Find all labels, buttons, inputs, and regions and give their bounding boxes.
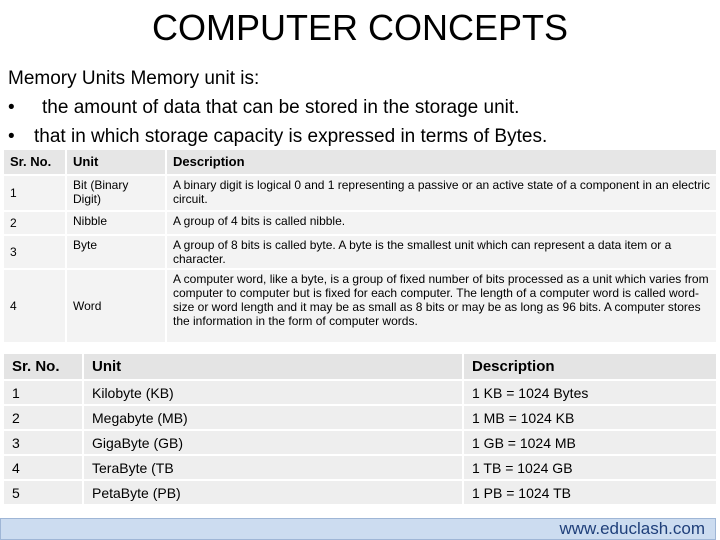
table-row: [3, 175, 717, 211]
header-unit: Unit: [66, 149, 166, 175]
table-row: [3, 380, 717, 405]
cell-sr: 4: [3, 455, 83, 480]
cell-sr: 4: [3, 269, 66, 343]
footer-bar: [0, 518, 716, 540]
table-row: [3, 211, 717, 235]
cell-description: 1 TB = 1024 GB: [463, 455, 717, 480]
table-row: [3, 235, 717, 269]
cell-description: 1 PB = 1024 TB: [463, 480, 717, 505]
cell-unit: Word: [66, 269, 166, 343]
table-row: [3, 455, 717, 480]
cell-unit: Nibble: [66, 211, 166, 235]
table-row: [3, 430, 717, 455]
intro-section: [8, 64, 547, 151]
cell-sr: 2: [3, 405, 83, 430]
cell-description: 1 KB = 1024 Bytes: [463, 380, 717, 405]
header-unit: Unit: [83, 353, 463, 380]
table-header-row: [3, 353, 717, 380]
table-row: [3, 269, 717, 343]
bullet-item: [8, 93, 547, 122]
header-sr-no: Sr. No.: [3, 353, 83, 380]
table-row: [3, 480, 717, 505]
cell-description: A binary digit is logical 0 and 1 representing a passive or an active state of a component in an electric circuit.: [166, 175, 717, 211]
cell-sr: 3: [3, 235, 66, 269]
cell-sr: 1: [3, 175, 66, 211]
footer-url: www.educlash.com: [559, 519, 705, 538]
cell-description: 1 MB = 1024 KB: [463, 405, 717, 430]
table-header-row: [3, 149, 717, 175]
cell-unit: Bit (Binary Digit): [66, 175, 166, 211]
cell-description: A computer word, like a byte, is a group of fixed number of bits processed as a unit which varies from computer to computer but is fixed for each computer. The length of a computer word is called word-size or word length and it may be as small as 8 bits or may be as long as 96 bits. A computer stores the information in the form of computer words.: [166, 269, 717, 343]
bullet-text: that in which storage capacity is expressed in terms of Bytes.: [34, 126, 548, 147]
intro-line: Memory Units Memory unit is:: [8, 68, 260, 89]
bullet-text: the amount of data that can be stored in the storage unit.: [42, 97, 520, 118]
cell-sr: 5: [3, 480, 83, 505]
cell-sr: 2: [3, 211, 66, 235]
bullet-symbol: •: [8, 126, 15, 147]
cell-unit: TeraByte (TB: [83, 455, 463, 480]
cell-sr: 1: [3, 380, 83, 405]
cell-unit: Byte: [66, 235, 166, 269]
storage-units-table: [2, 352, 718, 506]
slide-title: COMPUTER CONCEPTS: [151, 7, 569, 48]
table-row: [3, 405, 717, 430]
cell-description: A group of 8 bits is called byte. A byte is the smallest unit which can represent a data item or a character.: [166, 235, 717, 269]
memory-units-table: [2, 148, 718, 344]
header-sr-no: Sr. No.: [3, 149, 66, 175]
cell-description: 1 GB = 1024 MB: [463, 430, 717, 455]
cell-unit: Megabyte (MB): [83, 405, 463, 430]
bullet-item: [8, 122, 547, 151]
cell-unit: PetaByte (PB): [83, 480, 463, 505]
bullet-symbol: •: [8, 97, 15, 118]
cell-unit: Kilobyte (KB): [83, 380, 463, 405]
header-description: Description: [463, 353, 717, 380]
cell-unit: GigaByte (GB): [83, 430, 463, 455]
cell-sr: 3: [3, 430, 83, 455]
header-description: Description: [166, 149, 717, 175]
cell-description: A group of 4 bits is called nibble.: [166, 211, 717, 235]
